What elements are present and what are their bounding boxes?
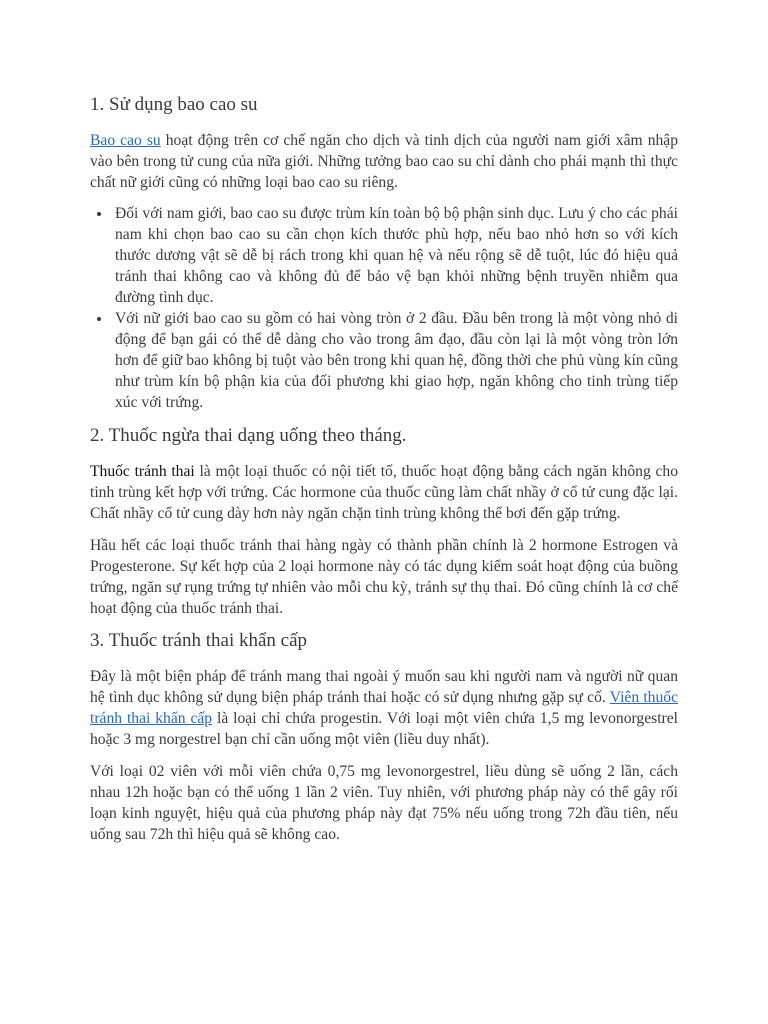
condom-link[interactable]: Bao cao su	[90, 132, 161, 149]
section-2-paragraph-1	[90, 461, 678, 524]
section-3-paragraph-2: Với loại 02 viên với mỗi viên chứa 0,75 mg levonorgestrel, liều dùng sẽ uống 2 lần, cách nhau 12h hoặc bạn có thể uống 1 lần 2 viên. Tuy nhiên, với phương pháp này có thể gây rối loạn kinh nguyệt, hiệu quả của phương pháp này đạt 75% nếu uống trong 72h đầu tiên, nếu uống sau 72h thì hiệu quả sẽ không cao.	[90, 763, 678, 843]
section-3-heading: 3. Thuốc tránh thai khẩn cấp	[90, 630, 308, 651]
section-2-heading: 2. Thuốc ngừa thai dạng uống theo tháng.	[90, 425, 407, 446]
pill-term: Thuốc tránh thai	[90, 463, 195, 480]
section-3-paragraph-1-after: là loại chỉ chứa progestin. Với loại một viên chứa 1,5 mg levonorgestrel hoặc 3 mg norgestrel bạn chỉ cần uống một viên (liều duy nhất).	[90, 710, 678, 748]
section-2-paragraph-1-text: là một loại thuốc có nội tiết tố, thuốc hoạt động bằng cách ngăn không cho tinh trùng kết hợp với trứng. Các hormone của thuốc cũng làm chất nhầy ở cổ tử cung đặc lại. Chất nhầy cổ tử cung dày hơn này ngăn chặn tinh trùng không thể bơi đến gặp trứng.	[90, 463, 678, 522]
section-2-paragraph-2: Hầu hết các loại thuốc tránh thai hàng ngày có thành phần chính là 2 hormone Estrogen và Progesterone. Sự kết hợp của 2 loại hormone này có tác dụng kiểm soát hoạt động của buồng trứng, ngăn sự rụng trứng tự nhiên vào mỗi chu kỳ, tránh sự thụ thai. Đó cũng chính là cơ chế hoạt động của thuốc tránh thai.	[90, 537, 678, 617]
section-3-paragraph-1-before: Đây là một biện pháp để tránh mang thai ngoài ý muốn sau khi người nam và người nữ quan hệ tình dục không sử dụng biện pháp tránh thai hoặc có sử dụng nhưng gặp sự cố.	[90, 668, 678, 706]
section-3-paragraph-1	[90, 666, 678, 750]
section-1-paragraph-text: hoạt động trên cơ chế ngăn cho dịch và tinh dịch của người nam giới xâm nhập vào bên trong tử cung của nữa giới. Những tưởng bao cao su chỉ dành cho phái mạnh thì thực chất nữ giới cũng có những loại bao cao su riêng.	[90, 132, 679, 191]
bullet-female-condom: • Với nữ giới bao cao su gồm có hai vòng tròn ở 2 đầu. Đầu bên trong là một vòng nhỏ di động để bạn gái có thể dễ dàng cho vào trong âm đạo, đầu còn lại là một vòng tròn lớn hơn để giữ bao không bị tuột vào bên trong khi quan hệ, đồng thời che phủ vùng kín cũng như trùm kín bộ phận kia của đối phương khi giao hợp, ngăn không cho tinh trùng tiếp xúc với trứng.	[112, 308, 678, 413]
emergency-pill-link[interactable]: Viên thuốc tránh thai khẩn cấp	[90, 689, 678, 727]
bullet-male-condom: • Đối với nam giới, bao cao su được trùm kín toàn bộ bộ phận sinh dục. Lưu ý cho các phái nam khi chọn bao cao su cần chọn kích thước phù hợp, nếu bao nhỏ hơn so với kích thước dương vật sẽ dễ bị rách trong khi quan hệ và nếu rộng sẽ dễ tuột, lúc đó hiệu quả tránh thai không cao và không đủ để bảo vệ bạn khỏi những bệnh truyền nhiễm qua đường tình dục.	[112, 203, 678, 308]
document-page	[90, 92, 678, 845]
section-1-heading: 1. Sử dụng bao cao su	[90, 94, 258, 115]
condom-bullet-list	[90, 203, 678, 413]
section-1-paragraph	[90, 130, 678, 193]
